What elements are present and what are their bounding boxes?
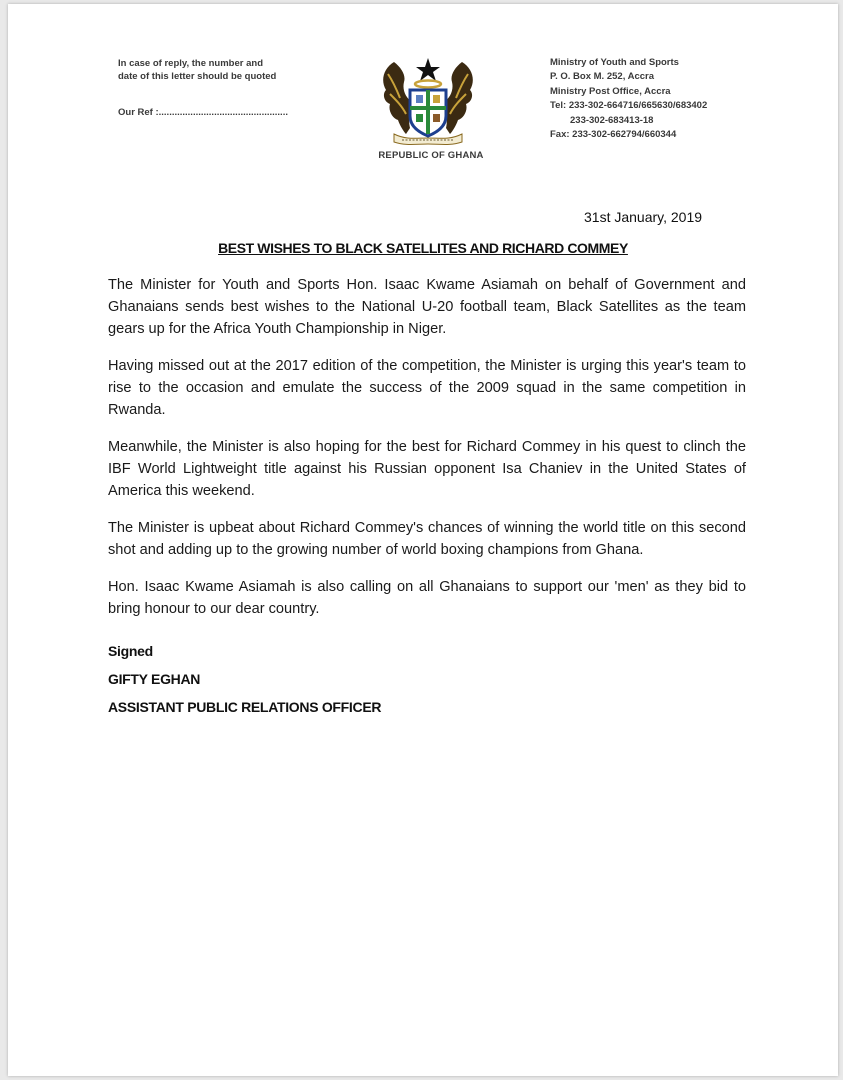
signatory-title: ASSISTANT PUBLIC RELATIONS OFFICER <box>108 699 382 715</box>
address-line: Ministry Post Office, Accra <box>550 85 671 97</box>
signed-label: Signed <box>108 643 153 659</box>
ghana-coat-of-arms-icon <box>376 54 480 146</box>
reply-note-line1: In case of reply, the number and <box>118 58 263 69</box>
ministry-address <box>550 56 707 142</box>
letter-headline: BEST WISHES TO BLACK SATELLITES AND RICHARD COMMEY <box>218 240 628 256</box>
reply-note-line2: date of this letter should be quoted <box>118 71 277 82</box>
address-line: Tel: 233-302-664716/665630/683402 <box>550 100 708 112</box>
address-line: 233-302-683413-18 <box>570 114 654 126</box>
body-paragraph: The Minister is upbeat about Richard Commey's chances of winning the world title on this second shot and adding up to the growing number of world boxing champions from Ghana. <box>108 520 746 558</box>
signature-block <box>108 640 381 724</box>
letter-body <box>108 274 746 635</box>
signatory-name: GIFTY EGHAN <box>108 671 201 687</box>
letter-date: 31st January, 2019 <box>584 209 703 225</box>
body-paragraph: Having missed out at the 2017 edition of the competition, the Minister is urging this year's team to rise to the occasion and emulate the success of the 2009 squad in the same competition in Rwanda. <box>108 358 746 418</box>
letter-page <box>8 4 838 1076</box>
address-line: P. O. Box M. 252, Accra <box>550 71 655 83</box>
reply-note <box>118 57 288 119</box>
body-paragraph: Meanwhile, the Minister is also hoping for the best for Richard Commey in his quest to clinch the IBF World Lightweight title against his Russian opponent Isa Chaniev in the United States of America this weekend. <box>108 439 746 499</box>
body-paragraph: The Minister for Youth and Sports Hon. Isaac Kwame Asiamah on behalf of Government and Ghanaians sends best wishes to the National U-20 football team, Black Satellites as the team gears up for the Africa Youth Championship in Niger. <box>108 277 746 337</box>
address-line: Fax: 233-302-662794/660344 <box>550 129 677 141</box>
country-label: REPUBLIC OF GHANA <box>378 150 484 161</box>
our-ref: Our Ref :................................................. <box>118 107 288 118</box>
body-paragraph: Hon. Isaac Kwame Asiamah is also calling on all Ghanaians to support our 'men' as they bid to bring honour to our dear country. <box>108 579 746 617</box>
address-line: Ministry of Youth and Sports <box>550 57 679 68</box>
